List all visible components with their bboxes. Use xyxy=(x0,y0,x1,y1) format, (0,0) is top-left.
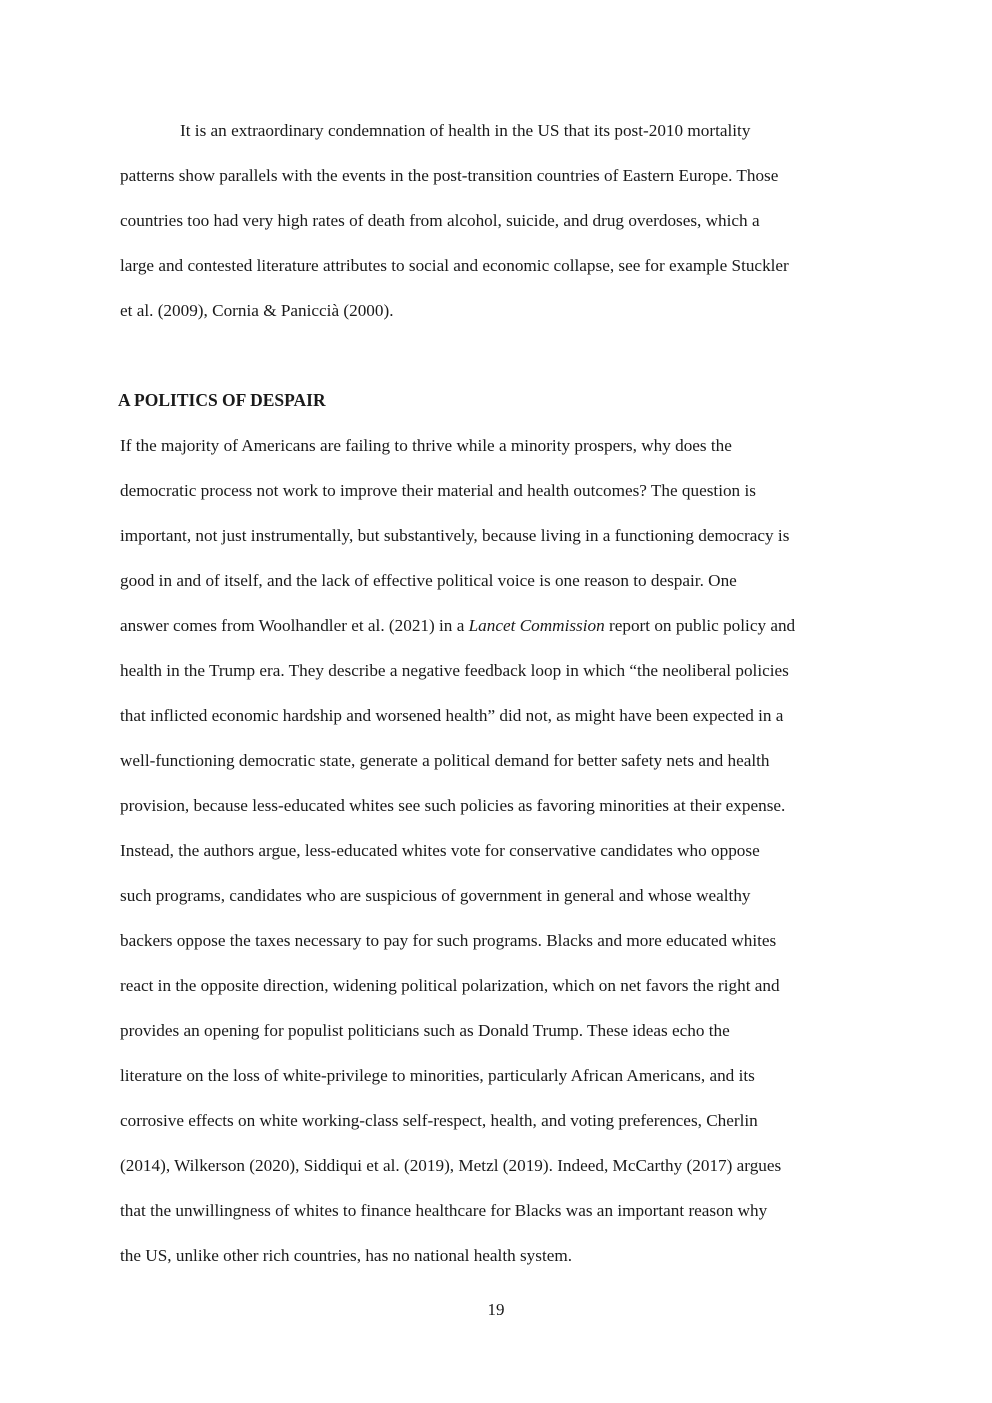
text-line: that the unwillingness of whites to finance healthcare for Blacks was an important reason why xyxy=(120,1201,768,1220)
text-line: the US, unlike other rich countries, has no national health system. xyxy=(120,1246,573,1265)
text-line: health in the Trump era. They describe a negative feedback loop in which “the neoliberal policies xyxy=(120,661,789,680)
text-line-with-italic xyxy=(120,615,795,637)
text-line: such programs, candidates who are suspicious of government in general and whose wealthy xyxy=(120,886,751,905)
text-line: large and contested literature attributes to social and economic collapse, see for example Stuckler xyxy=(120,256,789,275)
text-line: (2014), Wilkerson (2020), Siddiqui et al. (2019), Metzl (2019). Indeed, McCarthy (2017) argues xyxy=(120,1156,782,1175)
text-line: If the majority of Americans are failing to thrive while a minority prospers, why does the xyxy=(120,436,732,455)
text-line: patterns show parallels with the events in the post-transition countries of Eastern Europe. Those xyxy=(120,166,779,185)
text-line: good in and of itself, and the lack of effective political voice is one reason to despair. One xyxy=(120,571,737,590)
text-line: provision, because less-educated whites see such policies as favoring minorities at their expense. xyxy=(120,796,786,815)
text-line: corrosive effects on white working-class self-respect, health, and voting preferences, Cherlin xyxy=(120,1111,758,1130)
text-line: literature on the loss of white-privilege to minorities, particularly African Americans, and its xyxy=(120,1066,755,1085)
text-line: that inflicted economic hardship and worsened health” did not, as might have been expected in a xyxy=(120,706,784,725)
text-line: Instead, the authors argue, less-educated whites vote for conservative candidates who oppose xyxy=(120,841,760,860)
text-line: well-functioning democratic state, generate a political demand for better safety nets and health xyxy=(120,751,770,770)
section-heading: A POLITICS OF DESPAIR xyxy=(118,390,326,410)
text-segment: answer comes from Woolhandler et al. (2021) in a xyxy=(120,616,469,635)
text-line: democratic process not work to improve their material and health outcomes? The question is xyxy=(120,481,756,500)
text-line: provides an opening for populist politicians such as Donald Trump. These ideas echo the xyxy=(120,1021,730,1040)
text-segment: report on public policy and xyxy=(604,616,796,635)
text-line: It is an extraordinary condemnation of health in the US that its post-2010 mortality xyxy=(180,121,751,140)
text-line: et al. (2009), Cornia & Paniccià (2000). xyxy=(120,301,394,320)
italic-title: Lancet Commission xyxy=(468,616,605,635)
text-line: important, not just instrumentally, but substantively, because living in a functioning democracy is xyxy=(120,526,790,545)
text-line: backers oppose the taxes necessary to pay for such programs. Blacks and more educated whites xyxy=(120,931,777,950)
text-line: react in the opposite direction, widening political polarization, which on net favors the right and xyxy=(120,976,780,995)
text-line: countries too had very high rates of death from alcohol, suicide, and drug overdoses, which a xyxy=(120,211,760,230)
page-number: 19 xyxy=(487,1300,505,1319)
